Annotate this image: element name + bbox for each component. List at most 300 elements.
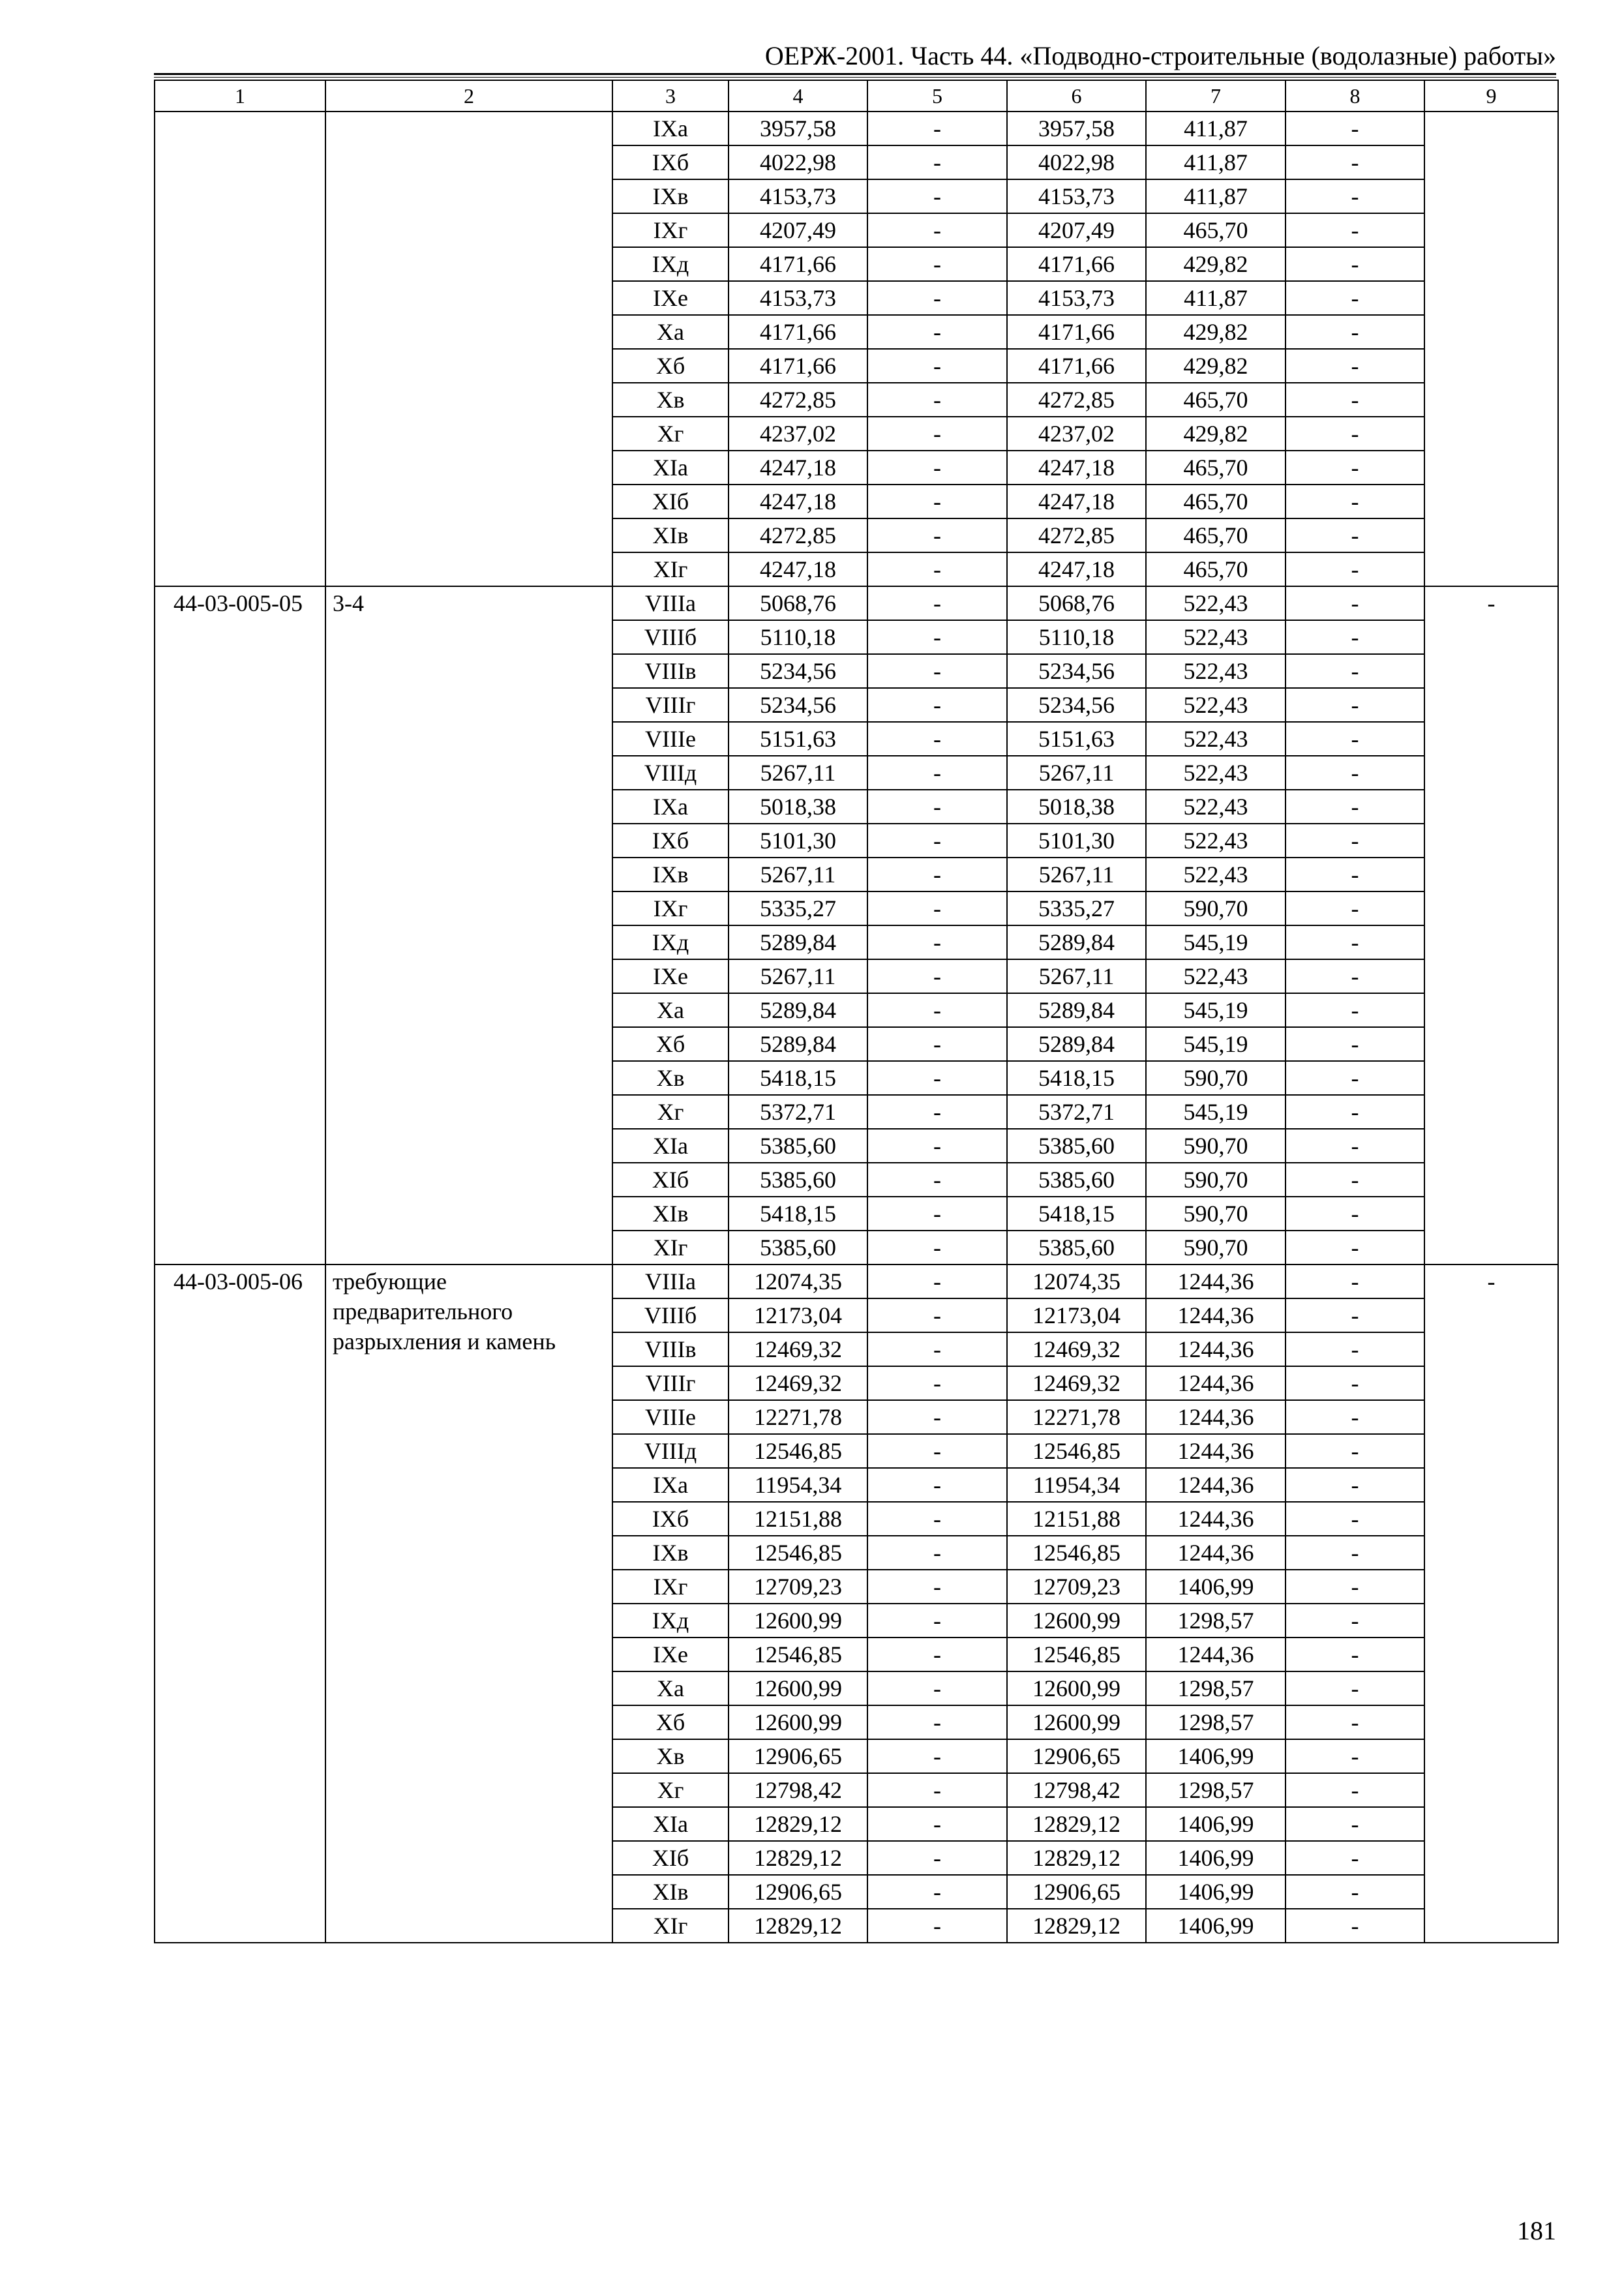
running-header: ОЕРЖ-2001. Часть 44. «Подводно-строительные (водолазные) работы» — [764, 41, 1556, 70]
class-cell: VIIIд — [612, 756, 729, 790]
col8-value: - — [1286, 1095, 1424, 1129]
col8-value: - — [1286, 1739, 1424, 1773]
class-cell: VIIIг — [612, 688, 729, 722]
class-cell: Xг — [612, 1095, 729, 1129]
col7-value: 1406,99 — [1146, 1875, 1286, 1909]
col6-value: 11954,34 — [1007, 1468, 1146, 1502]
col7-value: 590,70 — [1146, 1197, 1286, 1231]
col6-value: 5372,71 — [1007, 1095, 1146, 1129]
col8-value: - — [1286, 518, 1424, 552]
col7-value: 1406,99 — [1146, 1807, 1286, 1841]
col8-value: - — [1286, 1298, 1424, 1332]
col7-value: 1244,36 — [1146, 1298, 1286, 1332]
col7-value: 1244,36 — [1146, 1400, 1286, 1434]
col7-value: 465,70 — [1146, 552, 1286, 586]
col4-value: 12546,85 — [729, 1638, 867, 1671]
class-cell: IXе — [612, 281, 729, 315]
col7-value: 522,43 — [1146, 654, 1286, 688]
col7-value: 545,19 — [1146, 1095, 1286, 1129]
col5-value: - — [867, 1739, 1007, 1773]
col5-value: - — [867, 959, 1007, 993]
col7-value: 1298,57 — [1146, 1773, 1286, 1807]
col4-value: 5418,15 — [729, 1197, 867, 1231]
col4-value: 12829,12 — [729, 1807, 867, 1841]
col8-value: - — [1286, 247, 1424, 281]
col6-value: 4272,85 — [1007, 383, 1146, 417]
class-cell: VIIIв — [612, 654, 729, 688]
col8-value: - — [1286, 1773, 1424, 1807]
col7-value: 465,70 — [1146, 383, 1286, 417]
col5-value: - — [867, 1671, 1007, 1705]
col5-value: - — [867, 1570, 1007, 1604]
col5-value: - — [867, 824, 1007, 858]
class-cell: XIб — [612, 485, 729, 518]
col6-value: 4272,85 — [1007, 518, 1146, 552]
col5-value: - — [867, 688, 1007, 722]
col4-value: 12546,85 — [729, 1434, 867, 1468]
col5-value: - — [867, 417, 1007, 451]
col8-value: - — [1286, 1841, 1424, 1875]
class-cell: IXа — [612, 112, 729, 145]
col5-value: - — [867, 1875, 1007, 1909]
class-cell: XIв — [612, 518, 729, 552]
class-cell: XIг — [612, 1231, 729, 1264]
col4-value: 5151,63 — [729, 722, 867, 756]
col6-value: 12829,12 — [1007, 1909, 1146, 1943]
col5-value: - — [867, 654, 1007, 688]
class-cell: IXв — [612, 1536, 729, 1570]
col8-value: - — [1286, 1366, 1424, 1400]
table-row — [155, 1264, 1558, 1298]
class-cell: Xг — [612, 417, 729, 451]
col5-value: - — [867, 1332, 1007, 1366]
col4-value: 5267,11 — [729, 858, 867, 891]
col9-value — [1424, 112, 1558, 586]
col6-value: 12829,12 — [1007, 1807, 1146, 1841]
col5-value: - — [867, 349, 1007, 383]
class-cell: IXб — [612, 145, 729, 179]
class-cell: Xб — [612, 1705, 729, 1739]
class-cell: XIа — [612, 451, 729, 485]
col6-value: 4153,73 — [1007, 281, 1146, 315]
col6-value: 12600,99 — [1007, 1671, 1146, 1705]
col7-value: 522,43 — [1146, 620, 1286, 654]
col4-value: 5018,38 — [729, 790, 867, 824]
class-cell: IXб — [612, 824, 729, 858]
col9-value: - — [1424, 586, 1558, 1264]
col4-value: 4171,66 — [729, 247, 867, 281]
col8-value: - — [1286, 315, 1424, 349]
col4-value: 5372,71 — [729, 1095, 867, 1129]
class-cell: IXг — [612, 891, 729, 925]
col7-value: 1244,36 — [1146, 1638, 1286, 1671]
col5-value: - — [867, 383, 1007, 417]
col4-value: 12600,99 — [729, 1671, 867, 1705]
class-cell: VIIIа — [612, 586, 729, 620]
col8-value: - — [1286, 1434, 1424, 1468]
col4-value: 12271,78 — [729, 1400, 867, 1434]
col4-value: 4171,66 — [729, 315, 867, 349]
class-cell: Xв — [612, 1739, 729, 1773]
rate-description — [325, 112, 612, 586]
col4-value: 3957,58 — [729, 112, 867, 145]
table-row — [155, 112, 1558, 145]
col8-value: - — [1286, 925, 1424, 959]
class-cell: Xа — [612, 1671, 729, 1705]
col4-value: 5234,56 — [729, 688, 867, 722]
col5-value: - — [867, 1298, 1007, 1332]
class-cell: IXд — [612, 925, 729, 959]
col5-value: - — [867, 1197, 1007, 1231]
column-number-row — [155, 80, 1558, 112]
col6-value: 5289,84 — [1007, 1027, 1146, 1061]
col8-value: - — [1286, 112, 1424, 145]
col8-value: - — [1286, 1332, 1424, 1366]
col7-value: 1406,99 — [1146, 1739, 1286, 1773]
col6-value: 5385,60 — [1007, 1231, 1146, 1264]
col5-value: - — [867, 315, 1007, 349]
col4-value: 4153,73 — [729, 281, 867, 315]
column-number-1: 1 — [155, 80, 325, 112]
col5-value: - — [867, 1400, 1007, 1434]
col4-value: 5335,27 — [729, 891, 867, 925]
col5-value: - — [867, 247, 1007, 281]
col4-value: 12829,12 — [729, 1841, 867, 1875]
col4-value: 5385,60 — [729, 1231, 867, 1264]
col8-value: - — [1286, 722, 1424, 756]
col4-value: 4247,18 — [729, 451, 867, 485]
col5-value: - — [867, 1095, 1007, 1129]
col4-value: 4207,49 — [729, 213, 867, 247]
col7-value: 465,70 — [1146, 213, 1286, 247]
class-cell: IXе — [612, 1638, 729, 1671]
class-cell: VIIIб — [612, 620, 729, 654]
col8-value: - — [1286, 1570, 1424, 1604]
col6-value: 5234,56 — [1007, 688, 1146, 722]
column-number-4: 4 — [729, 80, 867, 112]
col7-value: 411,87 — [1146, 281, 1286, 315]
col8-value: - — [1286, 620, 1424, 654]
col7-value: 590,70 — [1146, 1231, 1286, 1264]
col4-value: 12906,65 — [729, 1739, 867, 1773]
col5-value: - — [867, 1129, 1007, 1163]
col8-value: - — [1286, 485, 1424, 518]
col8-value: - — [1286, 1536, 1424, 1570]
col6-value: 4171,66 — [1007, 349, 1146, 383]
col6-value: 5068,76 — [1007, 586, 1146, 620]
col8-value: - — [1286, 1468, 1424, 1502]
col4-value: 5385,60 — [729, 1163, 867, 1197]
col6-value: 4171,66 — [1007, 247, 1146, 281]
col7-value: 545,19 — [1146, 1027, 1286, 1061]
col8-value: - — [1286, 349, 1424, 383]
col8-value: - — [1286, 1264, 1424, 1298]
class-cell: VIIIг — [612, 1366, 729, 1400]
column-number-9: 9 — [1424, 80, 1558, 112]
col8-value: - — [1286, 1875, 1424, 1909]
class-cell: VIIIа — [612, 1264, 729, 1298]
col4-value: 4272,85 — [729, 383, 867, 417]
col6-value: 12546,85 — [1007, 1434, 1146, 1468]
class-cell: IXа — [612, 1468, 729, 1502]
class-cell: XIг — [612, 1909, 729, 1943]
col5-value: - — [867, 756, 1007, 790]
class-cell: XIг — [612, 552, 729, 586]
class-cell: IXв — [612, 179, 729, 213]
col4-value: 4272,85 — [729, 518, 867, 552]
class-cell: IXа — [612, 790, 729, 824]
col7-value: 1298,57 — [1146, 1705, 1286, 1739]
class-cell: Xб — [612, 1027, 729, 1061]
col7-value: 1406,99 — [1146, 1570, 1286, 1604]
col5-value: - — [867, 1468, 1007, 1502]
class-cell: Xв — [612, 383, 729, 417]
class-cell: XIб — [612, 1841, 729, 1875]
col5-value: - — [867, 1502, 1007, 1536]
col5-value: - — [867, 281, 1007, 315]
rate-code: 44-03-005-06 — [155, 1264, 325, 1943]
col6-value: 12546,85 — [1007, 1638, 1146, 1671]
column-number-7: 7 — [1146, 80, 1286, 112]
col8-value: - — [1286, 417, 1424, 451]
col6-value: 5101,30 — [1007, 824, 1146, 858]
col4-value: 5289,84 — [729, 1027, 867, 1061]
col8-value: - — [1286, 858, 1424, 891]
col5-value: - — [867, 790, 1007, 824]
col7-value: 1406,99 — [1146, 1841, 1286, 1875]
class-cell: Xг — [612, 1773, 729, 1807]
col4-value: 12151,88 — [729, 1502, 867, 1536]
col8-value: - — [1286, 891, 1424, 925]
col6-value: 12271,78 — [1007, 1400, 1146, 1434]
col7-value: 545,19 — [1146, 925, 1286, 959]
col4-value: 5234,56 — [729, 654, 867, 688]
col5-value: - — [867, 620, 1007, 654]
col6-value: 12600,99 — [1007, 1705, 1146, 1739]
col5-value: - — [867, 1264, 1007, 1298]
col7-value: 590,70 — [1146, 1129, 1286, 1163]
col8-value: - — [1286, 1027, 1424, 1061]
col4-value: 4153,73 — [729, 179, 867, 213]
price-table — [154, 80, 1559, 1943]
col6-value: 5018,38 — [1007, 790, 1146, 824]
class-cell: VIIIв — [612, 1332, 729, 1366]
col8-value: - — [1286, 1638, 1424, 1671]
col4-value: 12469,32 — [729, 1332, 867, 1366]
col5-value: - — [867, 1909, 1007, 1943]
column-number-2: 2 — [325, 80, 612, 112]
col7-value: 522,43 — [1146, 858, 1286, 891]
col4-value: 12906,65 — [729, 1875, 867, 1909]
col4-value: 12469,32 — [729, 1366, 867, 1400]
col5-value: - — [867, 1638, 1007, 1671]
column-number-3: 3 — [612, 80, 729, 112]
col8-value: - — [1286, 451, 1424, 485]
col7-value: 1244,36 — [1146, 1502, 1286, 1536]
col6-value: 5267,11 — [1007, 858, 1146, 891]
col6-value: 5151,63 — [1007, 722, 1146, 756]
col4-value: 4237,02 — [729, 417, 867, 451]
class-cell: IXе — [612, 959, 729, 993]
col7-value: 522,43 — [1146, 790, 1286, 824]
col5-value: - — [867, 179, 1007, 213]
class-cell: IXд — [612, 1604, 729, 1638]
col6-value: 4237,02 — [1007, 417, 1146, 451]
col4-value: 4247,18 — [729, 552, 867, 586]
col6-value: 12173,04 — [1007, 1298, 1146, 1332]
col5-value: - — [867, 722, 1007, 756]
col6-value: 5385,60 — [1007, 1163, 1146, 1197]
col5-value: - — [867, 112, 1007, 145]
col4-value: 4171,66 — [729, 349, 867, 383]
col5-value: - — [867, 1231, 1007, 1264]
col4-value: 4022,98 — [729, 145, 867, 179]
rate-code: 44-03-005-05 — [155, 586, 325, 1264]
col8-value: - — [1286, 959, 1424, 993]
col4-value: 5101,30 — [729, 824, 867, 858]
col7-value: 465,70 — [1146, 451, 1286, 485]
col7-value: 429,82 — [1146, 247, 1286, 281]
col8-value: - — [1286, 383, 1424, 417]
col4-value: 12709,23 — [729, 1570, 867, 1604]
col4-value: 5418,15 — [729, 1061, 867, 1095]
col7-value: 1298,57 — [1146, 1604, 1286, 1638]
col8-value: - — [1286, 213, 1424, 247]
col4-value: 12546,85 — [729, 1536, 867, 1570]
col7-value: 522,43 — [1146, 688, 1286, 722]
col4-value: 11954,34 — [729, 1468, 867, 1502]
class-cell: IXд — [612, 247, 729, 281]
col7-value: 590,70 — [1146, 1163, 1286, 1197]
col4-value: 12600,99 — [729, 1705, 867, 1739]
col8-value: - — [1286, 1197, 1424, 1231]
col4-value: 4247,18 — [729, 485, 867, 518]
col6-value: 12906,65 — [1007, 1739, 1146, 1773]
col8-value: - — [1286, 1400, 1424, 1434]
col5-value: - — [867, 1163, 1007, 1197]
col5-value: - — [867, 213, 1007, 247]
col6-value: 4207,49 — [1007, 213, 1146, 247]
col6-value: 4022,98 — [1007, 145, 1146, 179]
col8-value: - — [1286, 281, 1424, 315]
col4-value: 5267,11 — [729, 756, 867, 790]
col5-value: - — [867, 485, 1007, 518]
col5-value: - — [867, 145, 1007, 179]
column-number-8: 8 — [1286, 80, 1424, 112]
col7-value: 545,19 — [1146, 993, 1286, 1027]
col6-value: 5234,56 — [1007, 654, 1146, 688]
col6-value: 5110,18 — [1007, 620, 1146, 654]
col4-value: 5267,11 — [729, 959, 867, 993]
table-body — [155, 80, 1558, 1943]
col7-value: 1244,36 — [1146, 1468, 1286, 1502]
col8-value: - — [1286, 993, 1424, 1027]
col7-value: 411,87 — [1146, 179, 1286, 213]
col4-value: 12074,35 — [729, 1264, 867, 1298]
col4-value: 5110,18 — [729, 620, 867, 654]
col5-value: - — [867, 1705, 1007, 1739]
col5-value: - — [867, 1366, 1007, 1400]
rate-code — [155, 112, 325, 586]
col6-value: 5267,11 — [1007, 959, 1146, 993]
class-cell: XIа — [612, 1129, 729, 1163]
col7-value: 465,70 — [1146, 485, 1286, 518]
col7-value: 429,82 — [1146, 349, 1286, 383]
col5-value: - — [867, 1773, 1007, 1807]
page-number: 181 — [1517, 2216, 1556, 2245]
col8-value: - — [1286, 1231, 1424, 1264]
col6-value: 12600,99 — [1007, 1604, 1146, 1638]
col6-value: 4171,66 — [1007, 315, 1146, 349]
col7-value: 1406,99 — [1146, 1909, 1286, 1943]
column-number-5: 5 — [867, 80, 1007, 112]
col5-value: - — [867, 1061, 1007, 1095]
col8-value: - — [1286, 1061, 1424, 1095]
col7-value: 522,43 — [1146, 586, 1286, 620]
col6-value: 3957,58 — [1007, 112, 1146, 145]
col5-value: - — [867, 518, 1007, 552]
col4-value: 5289,84 — [729, 925, 867, 959]
col6-value: 5289,84 — [1007, 925, 1146, 959]
col6-value: 5385,60 — [1007, 1129, 1146, 1163]
col7-value: 1244,36 — [1146, 1332, 1286, 1366]
class-cell: Xб — [612, 349, 729, 383]
class-cell: IXг — [612, 1570, 729, 1604]
col5-value: - — [867, 1604, 1007, 1638]
col4-value: 5068,76 — [729, 586, 867, 620]
class-cell: XIб — [612, 1163, 729, 1197]
col6-value: 5418,15 — [1007, 1061, 1146, 1095]
table-row — [155, 586, 1558, 620]
col8-value: - — [1286, 1502, 1424, 1536]
col6-value: 4247,18 — [1007, 485, 1146, 518]
col5-value: - — [867, 1434, 1007, 1468]
col5-value: - — [867, 993, 1007, 1027]
class-cell: XIв — [612, 1875, 729, 1909]
col8-value: - — [1286, 1705, 1424, 1739]
col8-value: - — [1286, 1163, 1424, 1197]
col6-value: 12469,32 — [1007, 1332, 1146, 1366]
col4-value: 12600,99 — [729, 1604, 867, 1638]
col7-value: 590,70 — [1146, 891, 1286, 925]
col7-value: 1298,57 — [1146, 1671, 1286, 1705]
col6-value: 4247,18 — [1007, 451, 1146, 485]
col8-value: - — [1286, 1129, 1424, 1163]
col6-value: 12074,35 — [1007, 1264, 1146, 1298]
col8-value: - — [1286, 145, 1424, 179]
class-cell: Xв — [612, 1061, 729, 1095]
col7-value: 411,87 — [1146, 145, 1286, 179]
col6-value: 5289,84 — [1007, 993, 1146, 1027]
class-cell: VIIIд — [612, 1434, 729, 1468]
col4-value: 5289,84 — [729, 993, 867, 1027]
col7-value: 522,43 — [1146, 959, 1286, 993]
col7-value: 1244,36 — [1146, 1536, 1286, 1570]
col7-value: 465,70 — [1146, 518, 1286, 552]
class-cell: Xа — [612, 315, 729, 349]
col8-value: - — [1286, 1671, 1424, 1705]
col7-value: 429,82 — [1146, 315, 1286, 349]
class-cell: VIIIе — [612, 722, 729, 756]
col8-value: - — [1286, 824, 1424, 858]
col7-value: 522,43 — [1146, 824, 1286, 858]
col9-value: - — [1424, 1264, 1558, 1943]
class-cell: VIIIе — [612, 1400, 729, 1434]
col5-value: - — [867, 1841, 1007, 1875]
col6-value: 4247,18 — [1007, 552, 1146, 586]
class-cell: VIIIб — [612, 1298, 729, 1332]
col7-value: 1244,36 — [1146, 1434, 1286, 1468]
